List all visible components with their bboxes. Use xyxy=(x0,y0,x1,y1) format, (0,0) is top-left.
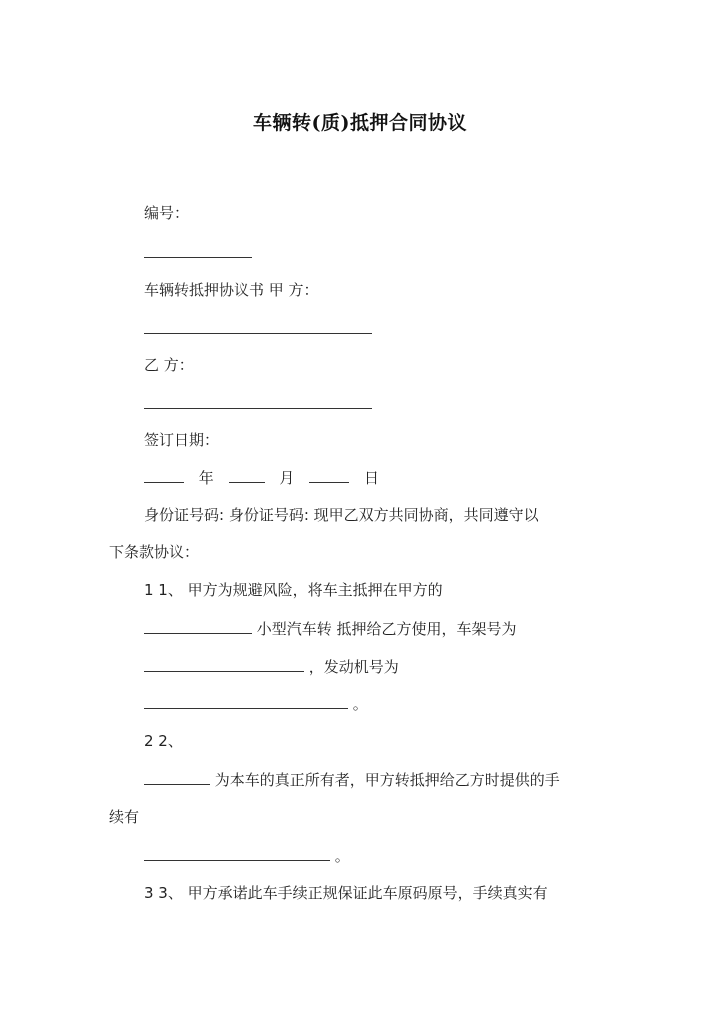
month-blank xyxy=(229,467,265,483)
number-blank xyxy=(144,242,252,258)
clause2-line-3: 续有 xyxy=(109,808,140,826)
sign-date-label: 签订日期： xyxy=(144,431,220,449)
month-label: 月 xyxy=(279,469,295,487)
party-a-label: 车辆转抵押协议书 甲 方： xyxy=(144,281,319,299)
engine-number-blank xyxy=(144,693,348,709)
clause2-line-2-text: 为本车的真正所有者，甲方转抵押给乙方时提供的手 xyxy=(210,771,560,789)
year-label: 年 xyxy=(198,469,214,487)
clause2-label: 2 2、 xyxy=(144,732,183,750)
party-b-blank-row xyxy=(144,393,372,414)
clause1-line-3 xyxy=(144,656,399,677)
clause1-line-3-text: ，发动机号为 xyxy=(304,658,399,676)
number-label: 编号： xyxy=(144,204,190,222)
day-label: 日 xyxy=(363,469,379,487)
day-blank xyxy=(309,467,349,483)
vin-blank xyxy=(144,656,304,672)
intro-line-2: 下条款协议： xyxy=(109,543,200,561)
clause1-line-2-text: 小型汽车转 抵押给乙方使用，车架号为 xyxy=(252,620,517,638)
sign-date-row xyxy=(144,467,379,488)
owner-name-blank xyxy=(144,618,252,634)
party-b-label: 乙 方： xyxy=(144,356,194,374)
document-title: 车辆转(质)抵押合同协议 xyxy=(253,112,467,134)
party-b-blank xyxy=(144,393,372,409)
clause1-line-1: 1 1、 甲方为规避风险，将车主抵押在甲方的 xyxy=(144,581,443,599)
intro-line-1: 身份证号码: 身份证号码: 现甲乙双方共同协商，共同遵守以 xyxy=(144,506,539,524)
documents-blank xyxy=(144,845,330,861)
party-a-blank-row xyxy=(144,318,372,339)
clause2-line-4-end: 。 xyxy=(330,847,350,865)
clause1-line-2 xyxy=(144,618,517,639)
clause1-line-4-end: 。 xyxy=(348,695,368,713)
number-blank-row xyxy=(144,242,252,263)
owner-blank xyxy=(144,769,210,785)
year-blank xyxy=(144,467,184,483)
clause2-line-4 xyxy=(144,845,350,866)
clause3-line-1: 3 3、 甲方承诺此车手续正规保证此车原码原号，手续真实有 xyxy=(144,884,548,902)
clause1-line-4 xyxy=(144,693,368,714)
party-a-blank xyxy=(144,318,372,334)
clause2-line-2 xyxy=(144,769,560,790)
